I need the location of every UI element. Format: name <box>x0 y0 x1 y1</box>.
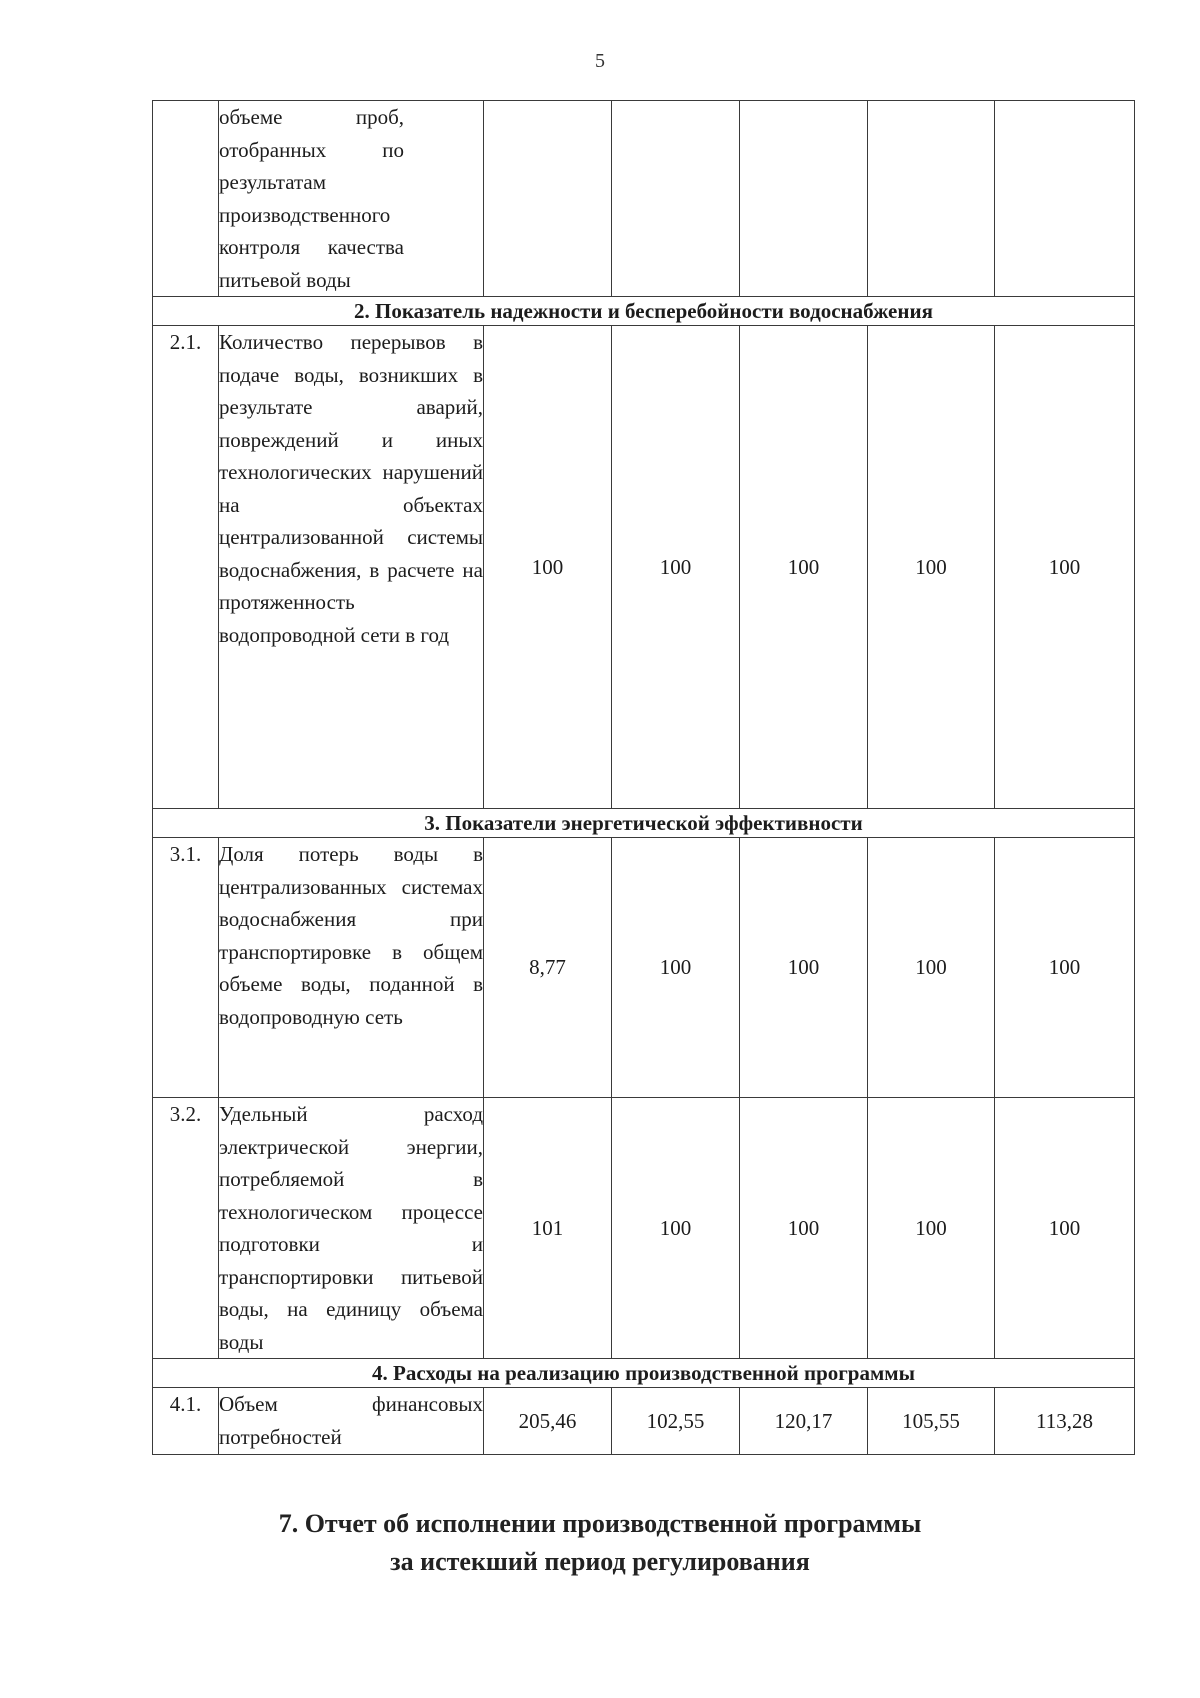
indicator-name-cell <box>219 101 484 297</box>
section-title: 2. Показатель надежности и бесперебойности водоснабжения <box>153 297 1135 326</box>
heading-line-2: за истекший период регулирования <box>390 1547 810 1576</box>
heading-line-1: 7. Отчет об исполнении производственной программы <box>278 1509 922 1538</box>
section-title: 3. Показатели энергетической эффективности <box>153 809 1135 838</box>
value-cell <box>612 101 740 297</box>
value-cell: 105,55 <box>868 1388 995 1455</box>
indicator-name: Объем финансовых потребностей <box>219 1392 483 1449</box>
value-cell: 100 <box>612 1098 740 1359</box>
table-row <box>153 326 1135 809</box>
section-header-row <box>153 1359 1135 1388</box>
indicator-name: Количество перерывов в подаче воды, возникших в результате аварий, повреждений и иных технологических нарушений на объектах централизованной системы водоснабжения, в расчете на протяженность водопроводной сети в год <box>219 330 483 647</box>
value-cell: 100 <box>740 838 868 1098</box>
row-number: 3.2. <box>153 1098 219 1359</box>
page-number: 5 <box>595 50 605 72</box>
value-cell: 100 <box>612 838 740 1098</box>
indicator-name-cell <box>219 1098 484 1359</box>
value-cell <box>868 101 995 297</box>
value-cell: 8,77 <box>484 838 612 1098</box>
value-cell: 100 <box>868 838 995 1098</box>
indicators-table <box>152 100 1135 1455</box>
value-cell <box>740 101 868 297</box>
section-header-row <box>153 297 1135 326</box>
table-row <box>153 1388 1135 1455</box>
value-cell <box>484 101 612 297</box>
table-row <box>153 838 1135 1098</box>
value-cell: 100 <box>740 1098 868 1359</box>
row-number-cell <box>153 101 219 297</box>
row-number: 3.1. <box>153 838 219 1098</box>
value-cell: 102,55 <box>612 1388 740 1455</box>
value-cell <box>995 101 1135 297</box>
indicator-name: Удельный расход электрической энергии, потребляемой в технологическом процессе подготовки и транспортировки питьевой воды, на единицу объема воды <box>219 1102 483 1354</box>
value-cell: 205,46 <box>484 1388 612 1455</box>
value-cell: 100 <box>612 326 740 809</box>
value-cell: 120,17 <box>740 1388 868 1455</box>
value-cell: 100 <box>995 326 1135 809</box>
table-row <box>153 101 1135 297</box>
indicator-name-cell <box>219 326 484 809</box>
value-cell: 100 <box>995 1098 1135 1359</box>
table-row <box>153 1098 1135 1359</box>
indicator-name-cell <box>219 838 484 1098</box>
value-cell: 100 <box>995 838 1135 1098</box>
value-cell: 100 <box>740 326 868 809</box>
section-title: 4. Расходы на реализацию производственной программы <box>153 1359 1135 1388</box>
value-cell: 100 <box>868 326 995 809</box>
row-number: 4.1. <box>153 1388 219 1455</box>
section-header-row <box>153 809 1135 838</box>
indicator-name: объеме проб, отобранных по результатам производственного контроля качества питьевой воды <box>219 105 404 292</box>
indicator-name: Доля потерь воды в централизованных системах водоснабжения при транспортировке в общем объеме воды, поданной в водопроводную сеть <box>219 842 483 1029</box>
section-heading <box>0 1505 1200 1581</box>
indicator-name-cell <box>219 1388 484 1455</box>
value-cell: 100 <box>484 326 612 809</box>
row-number: 2.1. <box>153 326 219 809</box>
value-cell: 101 <box>484 1098 612 1359</box>
value-cell: 100 <box>868 1098 995 1359</box>
value-cell: 113,28 <box>995 1388 1135 1455</box>
